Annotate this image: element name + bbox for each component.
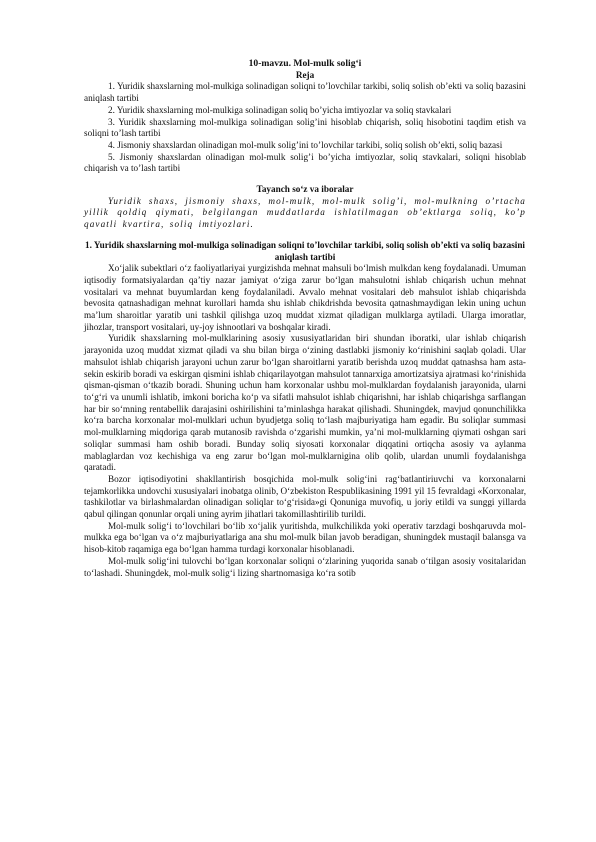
- body-paragraph: Mol-mulk solig‘i to‘lovchilari bo‘lib xo‘jalik yuritishda, mulkchilikda yoki operativ tarzdagi boshqaruvda mol-mulkka ega bo‘lgan va o‘z majburiyatlariga ana shu mol-mulk bilan javob beradigan, shuningdek mustaqil balansga va hisob-kitob raqamiga ega bo‘lgan hamma turdagi korxonalar hisoblanadi.: [84, 520, 526, 555]
- section-heading: 1. Yuridik shaxslarning mol-mulkiga solinadigan soliqni to’lovchilar tarkibi, soliq solish ob’ekti va soliq bazasini aniqlash tartibi: [84, 239, 525, 262]
- plan-heading: Reja: [295, 69, 315, 80]
- keywords-heading: Tayanch so‘z va iboralar: [256, 184, 354, 195]
- body-paragraph: Yuridik shaxslarning mol-mulklarining asosiy xususiyatlaridan biri shundan iboratki, ular ishlab chiqarish jarayonida uzoq muddat xizmat qiladi va shu bilan birga o‘zining dastlabki jismoniy ko‘rinishini saqlab qoladi. Ular mahsulot ishlab chiqarish jarayoni uchun zarur bo‘lgan sharoitlarni yaratib berishda uzoq muddat qatnashsa ham asta-sekin eskirib boradi va eskirgan qismini ishlab chiqarilayotgan mahsulot tannarxiga amortizatsiya ajratmasi ko‘rinishida qisman-qisman o‘tkazib boradi. Shuning uchun ham korxonalar ushbu mol-mulklardan foydalanish jarayonida, ularni to‘g‘ri va unumli ishlatib, imkoni boricha ko‘p va sifatli mahsulot ishlab chiqarishni, har ishlab chiqarishga sarflangan har bir so‘mning rentabellik darajasini oshirilishini ta’minlashga harakat qilishadi. Shuningdek, mavjud qonunchilikka ko‘ra barcha korxonalar mol-mulklari uchun byudjetga soliq to‘lash majburiyatiga ham egadir. Bu soliqlar summasi mol-mulklarning miqdoriga qarab mutanosib ravishda o‘zgarishi mumkin, ya’ni mol-mulklarning qiymati oshgan sari soliqlar summasi ham oshib boradi. Bunday soliq siyosati korxonalar diqqatini ortiqcha asosiy va aylanma mablaglardan voz kechishiga va eng zarur bo‘lgan mol-mulklarnigina olib qolib, ulardan unumli foydalanishga qaratadi.: [84, 333, 526, 473]
- document-page: [84, 58, 526, 579]
- plan-item: 4. Jismoniy shaxslardan olinadigan mol-mulk solig’ini to’lovchilar tarkibi, soliq solish ob’ekti, soliq bazasi: [108, 139, 503, 150]
- plan-item: 5. Jismoniy shaxslardan olinadigan mol-mulk solig’i bo’yicha imtiyozlar, soliq stavkalari, soliqni hisoblab chiqarish va to’lash tartibi: [84, 151, 526, 174]
- keywords-text: Yuridik shaxs, jismoniy shaxs, mol-mulk, mol-mulk solig’i, mol-mulkning o’rtacha yillik qoldiq qiymati, belgilangan muddatlarda ishlatilmagan ob’ektlarga soliq, ko’p qavatli kvartira, soliq imtiyozlari.: [84, 195, 526, 230]
- plan-item: 3. Yuridik shaxslarning mol-mulkiga solinadigan solig’ini hisoblab chiqarish, soliq hisobotini taqdim etish va soliqni to’lash tartibi: [84, 116, 526, 139]
- plan-item: 2. Yuridik shaxslarning mol-mulkiga solinadigan soliq bo’yicha imtiyozlar va soliq stavkalari: [108, 104, 452, 115]
- body-paragraph: Xo‘jalik subektlari o‘z faoliyatlariyai yurgizishda mehnat mahsuli bo‘lmish mulkdan keng foydalanadi. Umuman iqtisodiy formatsiyalardan qa’tiy nazar jamiyat o‘ziga zarur bo‘lgan mahsulotni ishlab chiqarish uchun mehnat vositalari va mehnat buyumlardan keng foydalaniladi. Avvalo mehnat vositalari deb mahsulot ishlab chiqarishda bevosita qatnashadigan mehnat kurollari hamda shu ishlab chikdrishda bevosita qatnashmaydigan lekin uning uchun ma’lum sharoitlar yaratib uni tashkil qilishga uzoq muddat xizmat qiladigan mulklarga aytiladi. Ularga imoratlar, jihozlar, transport vositalari, uy-joy ishnootlari va boshqalar kiradi.: [84, 263, 526, 332]
- body-paragraph: Mol-mulk solig‘ini tulovchi bo‘lgan korxonalar soliqni o‘zlarining yuqorida sanab o‘tilgan asosiy vositalaridan to‘lashadi. Shuningdek, mol-mulk solig‘i lizing shartnomasiga ko‘ra sotib: [84, 555, 526, 578]
- plan-item: 1. Yuridik shaxslarning mol-mulkiga solinadigan soliqni to’lovchilar tarkibi, soliq solish ob’ekti va soliq bazasini aniqlash tartibi: [84, 81, 526, 104]
- body-paragraph: Bozor iqtisodiyotini shakllantirish bosqichida mol-mulk solig‘ini rag‘batlantiriuvchi va korxonalarni tejamkorlikka undovchi xususiyalari inobatga olinib, O‘zbekiston Respublikasining 1991 yil 15 fevraldagi «Korxonalar, tashkilotlar va birlashmalardan olinadigan soliqlar to‘g‘risida»gi Qonuniga muvofiq, u joriy etildi va sunggi yillarda qabul qilingan qonunlar orqali uning ayrim jihatlari takomillashtirilib turildi.: [84, 473, 526, 520]
- topic-title: 10-mavzu. Mol-mulk solig‘i: [248, 58, 362, 69]
